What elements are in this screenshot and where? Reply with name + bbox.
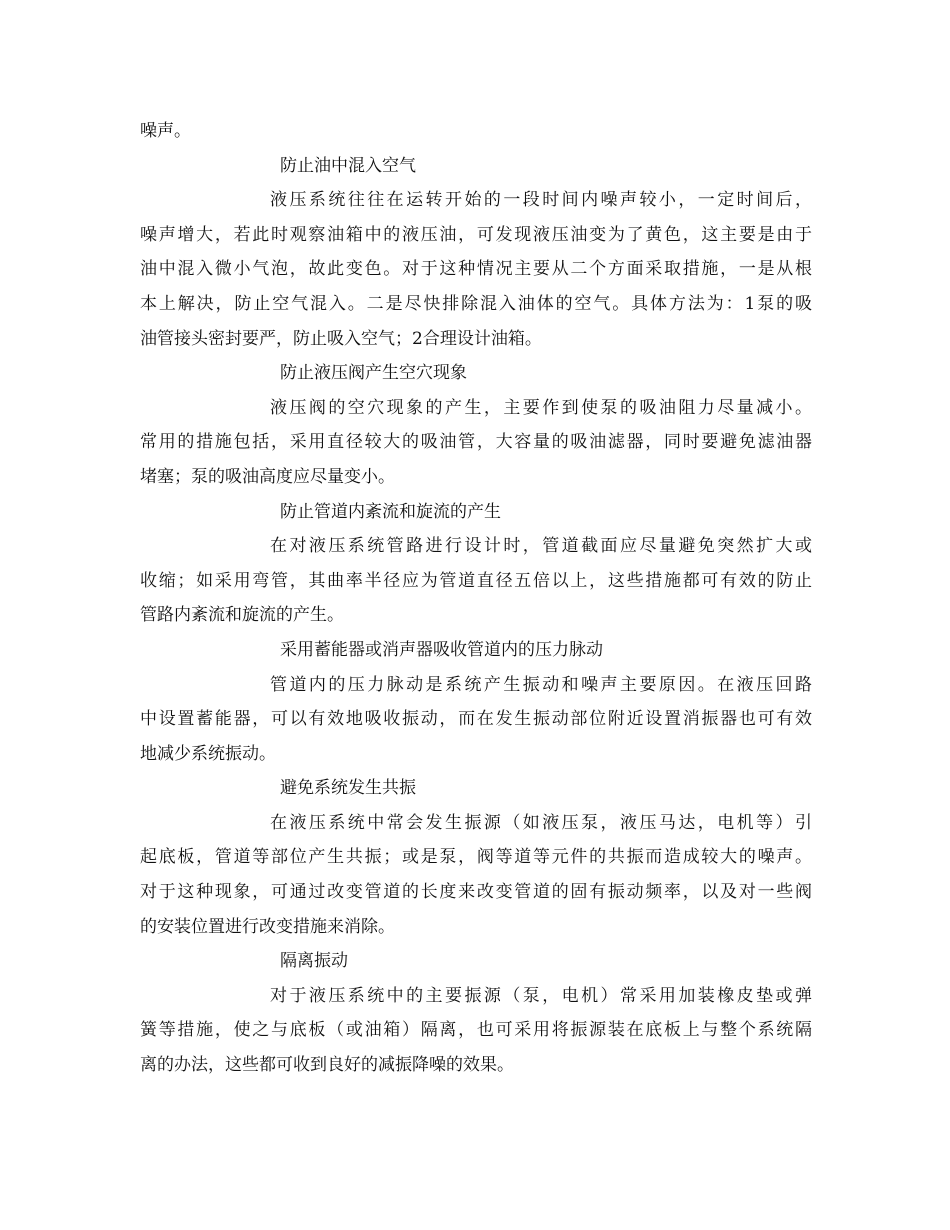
paragraph-line: 簧等措施，使之与底板（或油箱）隔离，也可采用将振源装在底板上与整个系统隔 <box>140 1020 812 1041</box>
paragraph-line: 中设置蓄能器，可以有效地吸收振动，而在发生振动部位附近设置消振器也可有效 <box>140 709 812 730</box>
paragraph-line: 的安装位置进行改变措施来消除。 <box>140 916 395 937</box>
paragraph-line: 收缩；如采用弯管，其曲率半径应为管道直径五倍以上，这些措施都可有效的防止 <box>140 570 812 591</box>
section-heading-air: 防止油中混入空气 <box>280 155 416 176</box>
paragraph-line: 堵塞；泵的吸油高度应尽量变小。 <box>140 466 395 487</box>
section-heading-resonance: 避免系统发生共振 <box>280 778 416 799</box>
section-heading-isolation: 隔离振动 <box>280 951 348 972</box>
paragraph-line: 在液压系统中常会发生振源（如液压泵，液压马达，电机等）引 <box>270 812 812 833</box>
paragraph-line: 油管接头密封要严，防止吸入空气；2合理设计油箱。 <box>140 328 542 349</box>
section-heading-turbulence: 防止管道内紊流和旋流的产生 <box>280 501 501 522</box>
paragraph-line: 起底板，管道等部位产生共振；或是泵，阀等道等元件的共振而造成较大的噪声。 <box>140 847 812 868</box>
paragraph-line: 管路内紊流和旋流的产生。 <box>140 605 344 626</box>
paragraph-line: 对于这种现象，可通过改变管道的长度来改变管道的固有振动频率，以及对一些阀 <box>140 882 812 903</box>
paragraph-line: 常用的措施包括，采用直径较大的吸油管，大容量的吸油滤器，同时要避免滤油器 <box>140 432 812 453</box>
paragraph-line: 管道内的压力脉动是系统产生振动和噪声主要原因。在液压回路 <box>270 674 812 695</box>
paragraph-line: 本上解决，防止空气混入。二是尽快排除混入油体的空气。具体方法为：1泵的吸 <box>140 293 812 314</box>
paragraph-line: 液压阀的空穴现象的产生，主要作到使泵的吸油阻力尽量减小。 <box>270 397 812 418</box>
paragraph-line: 噪声增大，若此时观察油箱中的液压油，可发现液压油变为了黄色，这主要是由于 <box>140 224 812 245</box>
section-heading-accumulator: 采用蓄能器或消声器吸收管道内的压力脉动 <box>280 639 603 660</box>
paragraph-line: 离的办法，这些都可收到良好的减振降噪的效果。 <box>140 1055 514 1076</box>
paragraph-line: 液压系统往往在运转开始的一段时间内噪声较小，一定时间后， <box>270 190 812 211</box>
paragraph-line: 对于液压系统中的主要振源（泵，电机）常采用加装橡皮垫或弹 <box>270 985 812 1006</box>
document-page <box>140 114 812 1083</box>
intro-tail-text: 噪声。 <box>140 121 191 141</box>
section-heading-cavitation: 防止液压阀产生空穴现象 <box>280 363 467 384</box>
paragraph-line: 油中混入微小气泡，故此变色。对于这种情况主要从二个方面采取措施，一是从根 <box>140 259 812 280</box>
paragraph-line: 地减少系统振动。 <box>140 743 276 764</box>
paragraph-line: 在对液压系统管路进行设计时，管道截面应尽量避免突然扩大或 <box>270 536 812 557</box>
